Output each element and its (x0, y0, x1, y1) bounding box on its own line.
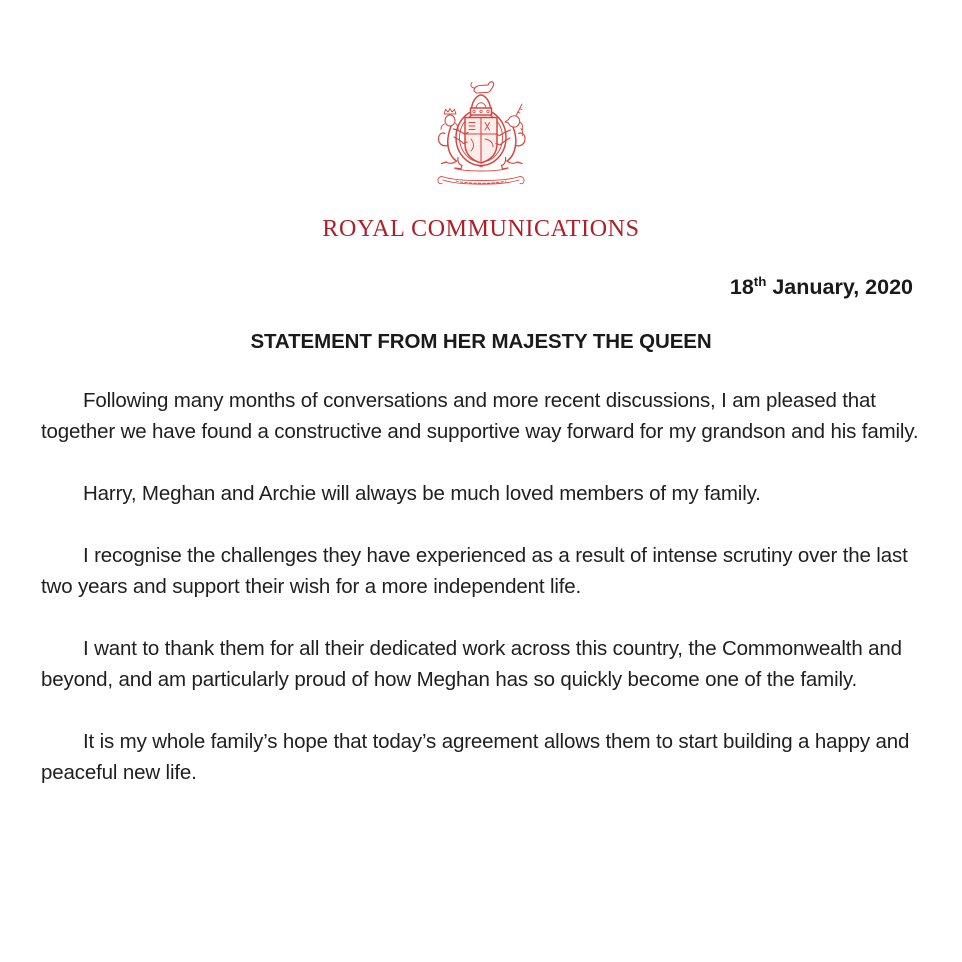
date-ordinal: th (753, 273, 767, 289)
statement-heading: STATEMENT FROM HER MAJESTY THE QUEEN (250, 330, 712, 353)
statement-paragraph: Following many months of conversations and more recent discussions, I am pleased that together we have found a constructive and supportive way forward for my grandson and his family. (41, 389, 919, 443)
statement-paragraph: I want to thank them for all their dedicated work across this country, the Commonwealth and beyond, and am particularly proud of how Meghan has so quickly become one of the family. (41, 637, 902, 691)
date-line (41, 275, 921, 300)
royal-coat-of-arms-icon (406, 55, 556, 195)
date-month-year: January, 2020 (766, 275, 913, 299)
crest-container (41, 55, 921, 200)
statement-body (41, 385, 921, 788)
statement-paragraph: I recognise the challenges they have experienced as a result of intense scrutiny over the last two years and support their wish for a more independent life. (41, 544, 908, 598)
statement-paragraph: Harry, Meghan and Archie will always be much loved members of my family. (83, 482, 761, 505)
date-day: 18 (729, 275, 754, 299)
masthead-title: ROYAL COMMUNICATIONS (322, 216, 640, 242)
statement-paragraph: It is my whole family’s hope that today’s agreement allows them to start building a happy and peaceful new life. (41, 730, 910, 784)
